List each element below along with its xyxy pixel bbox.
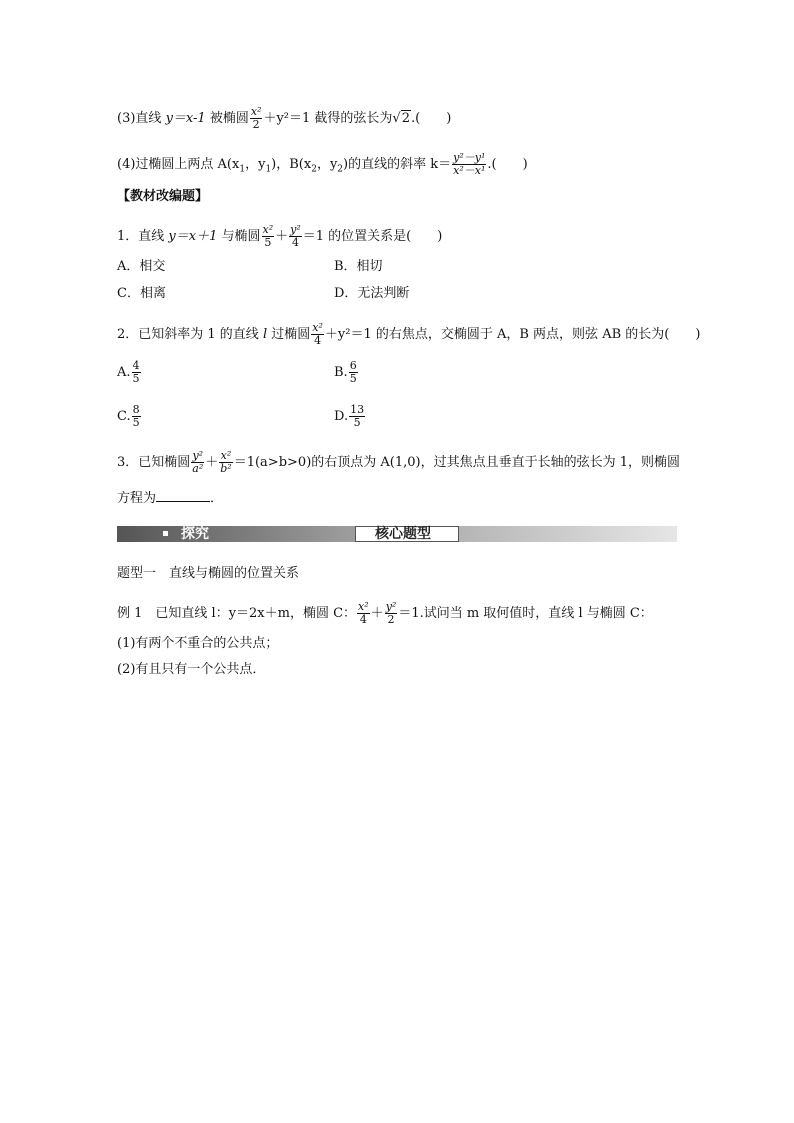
- fraction: $\frac{\text{y²}}{2}$: [385, 600, 397, 626]
- exercise-3-line-2: 方程为 ．: [117, 491, 224, 506]
- option-d: D. $\frac{13}{5}$: [334, 403, 365, 429]
- fraction: $\frac{\text{y²－y¹}}{\text{x²－x¹}}$: [453, 151, 486, 177]
- example-1: 例 1 已知直线 l：y＝2x＋m，椭圆 C： $\frac{\text{x²}}{4}$ ＋ $\frac{\text{y²}}{2}$ ＝1.试问当 m 取何值时，直线 l 与椭圆 C：: [117, 600, 653, 626]
- option-c: C. $\frac{8}{5}$: [117, 403, 140, 429]
- option-b: B．相切: [334, 259, 383, 274]
- fraction: $\frac{\text{x²}}{4}$: [312, 321, 323, 347]
- banner-label-core: 核心题型: [375, 526, 431, 542]
- option-c: C．相离: [117, 286, 166, 301]
- section-textbook-heading: 【教材改编题】: [117, 189, 209, 204]
- exercise-1: 1．直线 y＝x＋1 与椭圆 $\frac{\text{x²}}{5}$ ＋ $\frac{\text{y²}}{4}$ ＝1 的位置关系是( ): [117, 223, 443, 249]
- fraction: $\frac{\text{x²}}{5}$: [262, 223, 274, 249]
- example-1-part-2: (2)有且只有一个公共点．: [117, 662, 266, 677]
- exercise-2: 2．已知斜率为 1 的直线 l 过椭圆 $\frac{\text{x²}}{4}$ ＋y²＝1 的右焦点，交椭圆于 A，B 两点，则弦 AB 的长为( ): [117, 321, 701, 347]
- fraction: $\frac{\text{x²}}{4}$: [358, 600, 369, 626]
- sqrt-symbol: √2: [392, 111, 410, 126]
- option-d: D．无法判断: [334, 286, 410, 301]
- example-1-part-1: (1)有两个不重合的公共点；: [117, 636, 279, 651]
- option-a: A. $\frac{4}{5}$: [117, 359, 140, 385]
- option-b: B. $\frac{6}{5}$: [334, 359, 357, 385]
- bullet-square-icon: [163, 531, 168, 536]
- fraction: $\frac{\text{y²}}{4}$: [290, 223, 301, 249]
- fraction: $\frac{\text{y²}}{\text{a²}}$: [192, 449, 204, 475]
- section-banner: [117, 524, 677, 544]
- fraction: $\frac{13}{5}$: [350, 403, 365, 429]
- fraction: $\frac{\text{x²}}{2}$: [250, 105, 262, 131]
- question-4: (4)过椭圆上两点 $A(x_1$，$y_1$)，$B(x_2$，$y_2$)的直线的斜率 k＝ $\frac{\text{y²－y¹}}{\text{x²－x¹}}$ .( ): [117, 151, 528, 177]
- fraction: $\frac{8}{5}$: [132, 403, 140, 429]
- question-3: (3)直线 y＝x-1 被椭圆 $\frac{\text{x²}}{2}$ ＋y²＝1 截得的弦长为√2.( ): [117, 105, 452, 131]
- type-1-title: 题型一 直线与椭圆的位置关系: [117, 566, 300, 581]
- option-a: A．相交: [117, 259, 166, 274]
- banner-label-explore: 探究: [181, 526, 209, 542]
- fraction: $\frac{4}{5}$: [132, 359, 140, 385]
- fraction: $\frac{6}{5}$: [349, 359, 357, 385]
- exercise-3: 3．已知椭圆 $\frac{\text{y²}}{\text{a²}}$ ＋ $\frac{\text{x²}}{\text{b²}}$ ＝1(a>b>0)的右顶点为 A(1,0)，过其焦点且垂直于长轴的弦长为 1，则椭圆: [117, 449, 681, 475]
- answer-blank[interactable]: [156, 489, 210, 502]
- fraction: $\frac{\text{x²}}{\text{b²}}$: [220, 449, 232, 475]
